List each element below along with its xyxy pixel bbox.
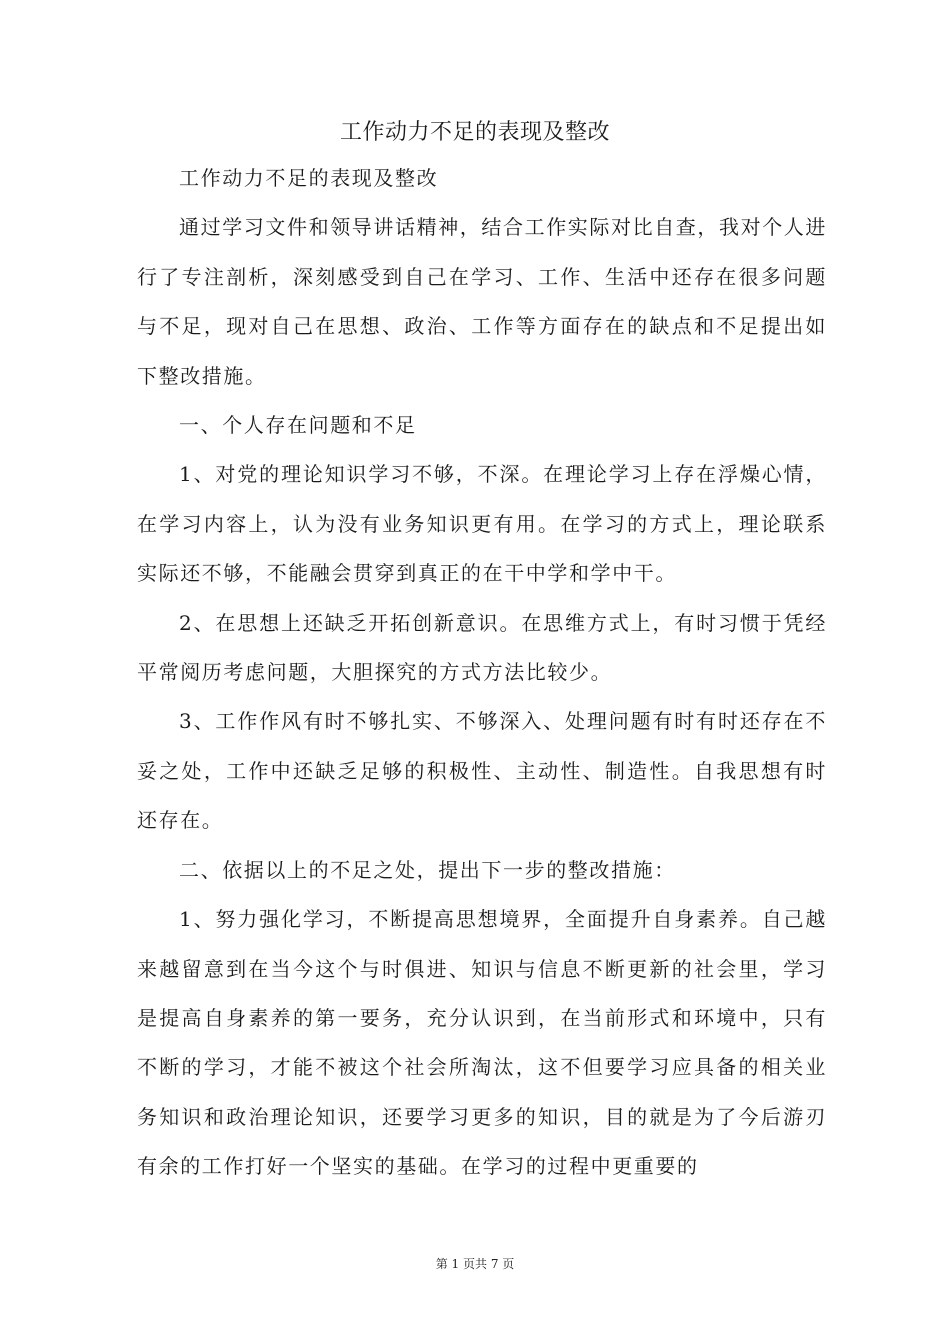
section-heading-measures: 二、依据以上的不足之处，提出下一步的整改措施： <box>179 857 676 882</box>
measure-item-1: 1、努力强化学习，不断提高思想境界，全面提升自身素养。自己越来越留意到在当今这个与时俱进、知识与信息不断更新的社会里，学习是提高自身素养的第一要务，充分认识到，在当前形式和环境中，只有不断的学习，才能不被这个社会所淘汰，这不但要学习应具备的相关业务知识和政治理论知识，还要学习更多的知识，目的就是为了今后游刃有余的工作打好一个坚实的基础。在学习的过程中更重要的 <box>137 907 827 1179</box>
intro-paragraph: 通过学习文件和领导讲话精神，结合工作实际对比自查，我对个人进行了专注剖析，深刻感受到自己在学习、工作、生活中还存在很多问题与不足，现对自己在思想、政治、工作等方面存在的缺点和不足提出如下整改措施。 <box>137 215 827 388</box>
document-body <box>137 154 827 1192</box>
page-footer: 第 1 页共 7 页 <box>435 1257 515 1271</box>
problem-item-2: 2、在思想上还缺乏开拓创新意识。在思维方式上，有时习惯于凭经平常阅历考虑问题，大胆探究的方式方法比较少。 <box>137 610 827 685</box>
problem-item-3: 3、工作作风有时不够扎实、不够深入、处理问题有时有时还存在不妥之处，工作中还缺乏足够的积极性、主动性、制造性。自我思想有时还存在。 <box>137 709 827 833</box>
subtitle-paragraph: 工作动力不足的表现及整改 <box>179 166 439 190</box>
document-title: 工作动力不足的表现及整改 <box>339 120 610 145</box>
section-heading-problems: 一、个人存在问题和不足 <box>179 413 417 438</box>
problem-item-1: 1、对党的理论知识学习不够，不深。在理论学习上存在浮燥心情，在学习内容上，认为没有业务知识更有用。在学习的方式上，理论联系实际还不够，不能融会贯穿到真正的在干中学和学中干。 <box>137 462 827 586</box>
